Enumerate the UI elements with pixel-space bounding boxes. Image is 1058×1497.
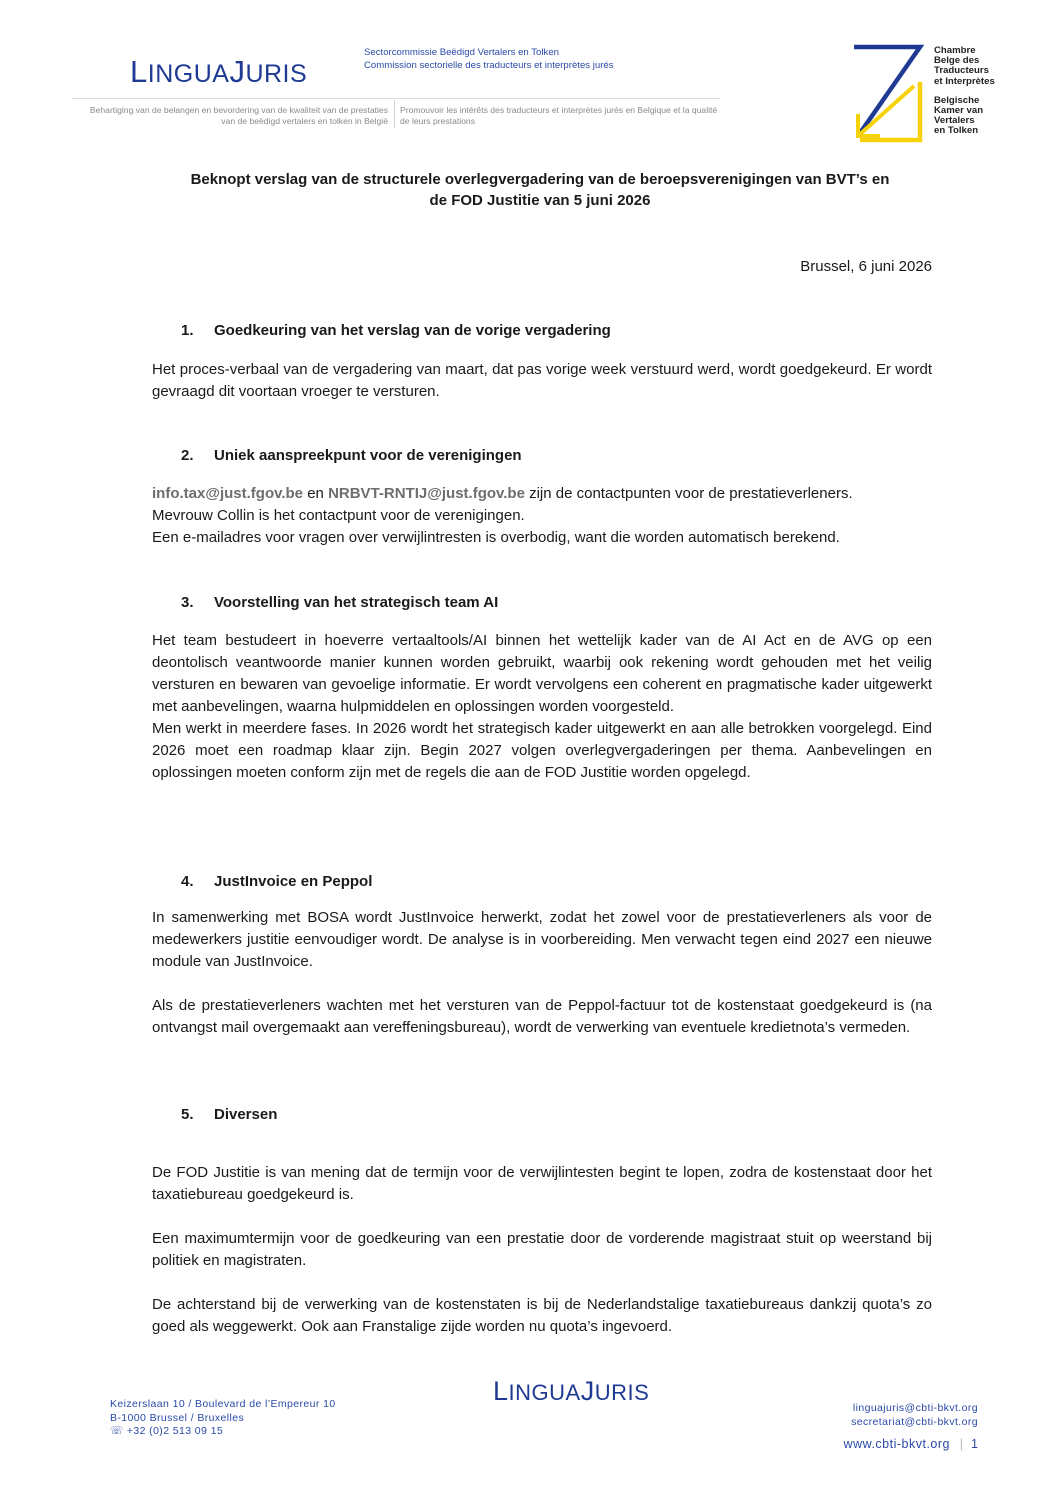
paragraph: Een e-mailadres voor vragen over verwijlintresten is overbodig, want die worden automatisch berekend. <box>152 529 840 546</box>
footer-email-linguajuris[interactable]: linguajuris@cbti-bkvt.org <box>852 1402 978 1414</box>
email-link-nrbvt[interactable]: NRBVT-RNTIJ@just.fgov.be <box>328 485 525 502</box>
paragraph: Als de prestatieverleners wachten met het versturen van de Peppol-factuur tot de kostenstaat goedgekeurd is (na ontvangst mail overgemaakt aan vereffeningsbureau), wordt de verwerking van eventuele kredietnota’s vermeden. <box>152 997 932 1036</box>
paragraph: De FOD Justitie is van mening dat de termijn voor de verwijlintesten begint te lopen, zodra de kostenstaat door het taxatiebureau goedgekeurd is. <box>152 1164 932 1203</box>
document-date: Brussel, 6 juni 2026 <box>800 258 932 275</box>
section-1-heading <box>181 322 611 339</box>
commission-name-nl: Sectorcommissie Beëdigd Vertalers en Tolken <box>364 47 559 58</box>
paragraph: Mevrouw Collin is het contactpunt voor de verenigingen. <box>152 507 525 524</box>
footer-emails <box>851 1402 978 1429</box>
chamber-name <box>934 46 995 137</box>
section-1-body <box>152 359 932 403</box>
chamber-name-nl-4: en Tolken <box>934 125 979 137</box>
section-5-heading <box>181 1106 277 1123</box>
paragraph: Het team bestudeert in hoeverre vertaaltools/AI binnen het wettelijk kader van de AI Act en de AVG op een deontolisch veantwoorde manier kunnen worden gebruikt, waarbij ook rekening wordt gehouden met het veilig versturen en bewaren van gevoelige informatie. Er wordt vervolgens een coherent en pragmatische kader uitgewerkt met aanbevelingen, waarna hulpmiddelen en oplossingen worden voorgesteld. <box>152 632 932 715</box>
section-number: 4. <box>181 873 194 890</box>
section-title: Uniek aanspreekpunt voor de verenigingen <box>214 447 522 464</box>
section-number: 1. <box>181 322 194 339</box>
footer-website-link[interactable]: www.cbti-bkvt.org <box>843 1437 950 1451</box>
header-divider <box>72 98 720 99</box>
footer-phone: ☏ +32 (0)2 513 09 15 <box>110 1425 224 1437</box>
header-vertical-divider <box>394 100 395 128</box>
chamber-name-nl-3: Vertalers <box>934 115 975 127</box>
section-5-body-2 <box>152 1228 932 1272</box>
footer-separator: | <box>959 1437 963 1451</box>
chamber-name-fr-4: et Interprètes <box>934 75 995 87</box>
section-4-body-1 <box>152 907 932 973</box>
footer-linguajuris-logo: LINGUAJURIS <box>493 1376 650 1406</box>
section-5-body-1 <box>152 1162 932 1206</box>
section-2-body <box>152 483 932 549</box>
section-number: 3. <box>181 594 194 611</box>
section-4-heading <box>181 873 372 890</box>
section-title: Diversen <box>214 1106 278 1123</box>
document-title-line-1: Beknopt verslag van de structurele overlegvergadering van de beroepsverenigingen van BVT’s en <box>190 171 890 188</box>
chamber-emblem-icon <box>844 44 930 146</box>
chamber-name-fr-2: Belge des <box>934 55 980 67</box>
chamber-name-nl-2: Kamer van <box>934 105 984 117</box>
section-2-heading <box>181 447 522 464</box>
section-title: Voorstelling van het strategisch team AI <box>214 594 499 611</box>
paragraph: Een maximumtermijn voor de goedkeuring van een prestatie door de vorderende magistraat stuit op weerstand bij politiek en magistraten. <box>152 1230 932 1269</box>
document-title <box>140 169 940 211</box>
commission-name <box>364 47 614 72</box>
footer-address-line-1: Keizerslaan 10 / Boulevard de l’Empereur 10 <box>110 1398 336 1410</box>
footer-address-line-2: B-1000 Brussel / Bruxelles <box>110 1411 245 1424</box>
chamber-name-fr-1: Chambre <box>934 45 976 56</box>
email-link-info-tax[interactable]: info.tax@just.fgov.be <box>152 485 304 502</box>
tagline-nl: Behartiging van de belangen en bevordering van de kwaliteit van de prestaties van de beëdigd vertalers en tolken in België <box>89 105 388 126</box>
commission-name-fr: Commission sectorielle des traducteurs et interprètes jurés <box>364 59 614 71</box>
section-3-body <box>152 630 932 784</box>
connector-text: en <box>303 485 329 502</box>
contact-line-rest: zijn de contactpunten voor de prestatieverleners. <box>524 485 853 502</box>
paragraph: Het proces-verbaal van de vergadering van maart, dat pas vorige week verstuurd werd, wordt goedgekeurd. Er wordt gevraagd dit voortaan vroeger te versturen. <box>152 361 932 400</box>
chamber-name-fr-3: Traducteurs <box>934 65 989 77</box>
section-title: Goedkeuring van het verslag van de vorige vergadering <box>214 322 611 339</box>
chamber-name-nl-1: Belgische <box>934 94 980 106</box>
tagline-fr: Promouvoir les intérêts des traducteurs et interprètes jurés en Belgique et la qualité de leurs prestations <box>400 105 718 126</box>
paragraph: In samenwerking met BOSA wordt JustInvoice herwerkt, zodat het zowel voor de prestatieverleners als voor de medewerkers justitie eenvoudiger wordt. De analyse is in voorbereiding. Men verwacht tegen eind 2027 een nieuwe module van JustInvoice. <box>152 909 932 970</box>
paragraph: De achterstand bij de verwerking van de kostenstaten is bij de Nederlandstalige taxatiebureaus dankzij quota’s zo goed als weggewerkt. Ook aan Franstalige zijde worden nu quota’s ingevoerd. <box>152 1296 932 1335</box>
linguajuris-logo: LINGUAJURIS <box>130 54 308 89</box>
section-4-body-2 <box>152 995 932 1039</box>
footer-email-secretariat[interactable]: secretariat@cbti-bkvt.org <box>851 1415 978 1428</box>
section-5-body-3 <box>152 1294 932 1338</box>
section-title: JustInvoice en Peppol <box>214 873 373 890</box>
document-title-line-2: de FOD Justitie van 5 juni 2026 <box>429 192 651 209</box>
paragraph: Men werkt in meerdere fases. In 2026 wordt het strategisch kader uitgewerkt en aan alle betrokken voorgelegd. Eind 2026 moet een roadmap klaar zijn. Begin 2027 volgen overlegvergaderingen per thema. Aanbevelingen en oplossingen moeten conform zijn met de regels die aan de FOD Justitie worden opgelegd. <box>152 720 932 781</box>
section-number: 5. <box>181 1106 194 1123</box>
page-number: 1 <box>971 1437 978 1451</box>
footer-address <box>110 1398 336 1439</box>
contact-line <box>152 483 932 505</box>
section-number: 2. <box>181 447 194 464</box>
section-3-heading <box>181 594 498 611</box>
